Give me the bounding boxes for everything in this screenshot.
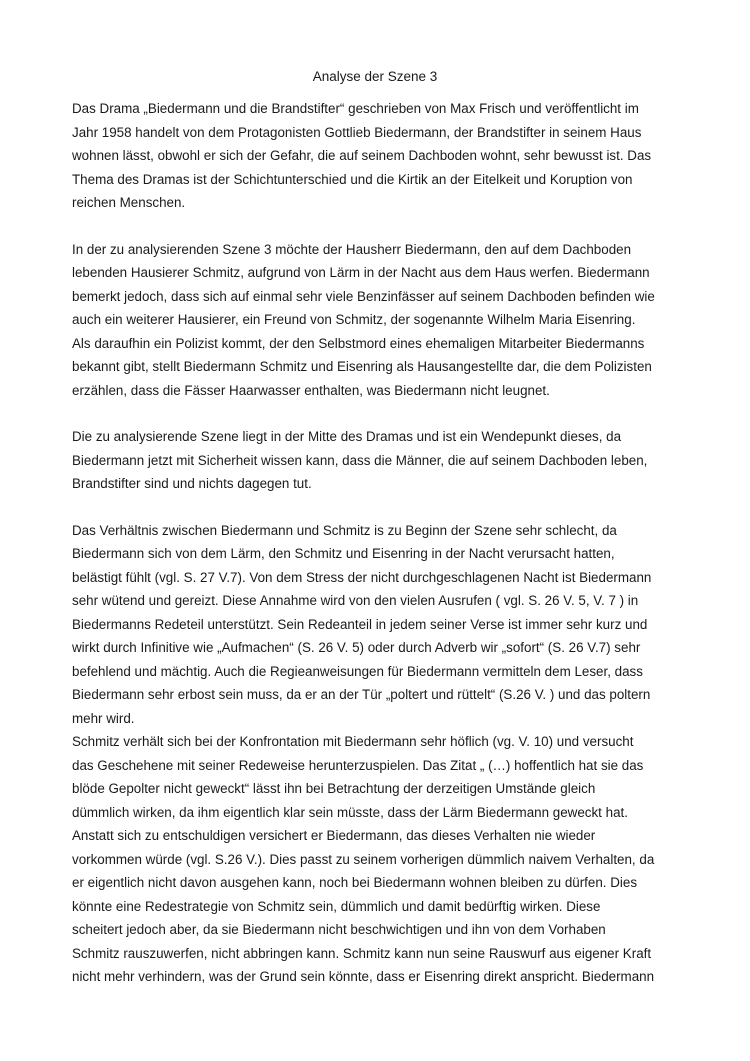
text-line: scheitert jedoch aber, da sie Biedermann nicht beschwichtigen und ihn von dem Vorhaben: [72, 922, 606, 937]
text-line: sehr wütend und gereizt. Diese Annahme wird von den vielen Ausrufen ( vgl. S. 26 V. 5, V. 7 ) in: [72, 593, 639, 608]
text-line: Schmitz verhält sich bei der Konfrontation mit Biedermann sehr höflich (vg. V. 10) und versucht: [72, 734, 634, 749]
text-line: Anstatt sich zu entschuldigen versichert er Biedermann, das dieses Verhalten nie wieder: [72, 828, 596, 843]
text-line: vorkommen würde (vgl. S.26 V.). Dies passt zu seinem vorherigen dümmlich naivem Verhalten, da: [72, 851, 655, 867]
paragraph-introduction: [72, 97, 682, 215]
text-line: Das Drama „Biedermann und die Brandstifter“ geschrieben von Max Frisch und veröffentlicht im: [72, 101, 639, 116]
document-title: Analyse der Szene 3: [312, 69, 438, 84]
text-line: Biedermann sehr erbost sein muss, da er an der Tür „poltert und rüttelt“ (S.26 V. ) und das poltern: [72, 687, 651, 702]
text-line: blöde Gepolter nicht geweckt“ lässt ihn bei Betrachtung der derzeitigen Umstände gleich: [72, 781, 596, 796]
paragraph-spacer: [72, 496, 682, 519]
text-line: In der zu analysierenden Szene 3 möchte der Hausherr Biedermann, den auf dem Dachboden: [72, 241, 632, 257]
text-line: nicht mehr verhindern, was der Grund sein könnte, dass er Eisenring direkt anspricht. Biedermann: [72, 969, 655, 984]
text-line: bemerkt jedoch, dass sich auf einmal sehr viele Benzinfässer auf seinem Dachboden befinden wie: [72, 288, 655, 304]
text-line: Als daraufhin ein Polizist kommt, der den Selbstmord eines ehemaligen Mitarbeiter Biedermanns: [72, 335, 645, 351]
text-line: reichen Menschen.: [72, 195, 186, 210]
text-line: erzählen, dass die Fässer Haarwasser enthalten, was Biedermann nicht leugnet.: [72, 382, 550, 398]
paragraph-spacer: [72, 215, 682, 238]
text-line: Schmitz rauszuwerfen, nicht abbringen kann. Schmitz kann nun seine Rauswurf aus eigener Kraft: [72, 945, 652, 961]
text-line: er eigentlich nicht davon ausgehen kann, noch bei Biedermann wohnen bleiben zu dürfen. Dies: [72, 875, 638, 890]
paragraph-spacer: [72, 402, 682, 425]
text-line: Brandstifter sind und nichts dagegen tut.: [72, 476, 312, 491]
text-line: das Geschehene mit seiner Redeweise herunterzuspielen. Das Zitat „ (…) hoffentlich hat sie das: [72, 757, 644, 773]
text-line: Die zu analysierende Szene liegt in der Mitte des Dramas und ist ein Wendepunkt dieses, da: [72, 429, 622, 444]
text-line: wohnen lässt, obwohl er sich der Gefahr, die auf seinem Dachboden wohnt, sehr bewusst ist. Das: [72, 148, 652, 163]
text-line: Das Verhältnis zwischen Biedermann und Schmitz is zu Beginn der Szene sehr schlecht, da: [72, 522, 617, 538]
text-line: Biedermann sich von dem Lärm, den Schmitz und Eisenring in der Nacht verursacht hatten,: [72, 546, 615, 561]
text-line: könnte eine Redestrategie von Schmitz sein, dümmlich und damit bedürftig wirken. Diese: [72, 898, 601, 914]
paragraph-scene-summary: [72, 238, 682, 403]
text-line: dümmlich wirken, da ihm eigentlich klar sein müsste, dass der Lärm Biedermann geweckt hat.: [72, 804, 628, 820]
text-line: auch ein weiterer Hausierer, ein Freund von Schmitz, der sogenannte Wilhelm Maria Eisenring.: [72, 312, 636, 327]
text-line: belästigt fühlt (vgl. S. 27 V.7). Von dem Stress der nicht durchgeschlagenen Nacht ist Biedermann: [72, 569, 652, 585]
paragraph-scene-placement: [72, 425, 682, 496]
text-line: bekannt gibt, stellt Biedermann Schmitz und Eisenring als Hausangestellte dar, die dem Polizisten: [72, 359, 652, 374]
text-line: mehr wird.: [72, 710, 135, 726]
text-line: Biedermanns Redeteil unterstützt. Sein Redeanteil in jedem seiner Verse ist immer sehr kurz und: [72, 616, 648, 632]
text-line: wirkt durch Infinitive wie „Aufmachen“ (S. 26 V. 5) oder durch Adverb wir „sofort“ (S. 26 V.7) sehr: [72, 640, 641, 655]
text-line: Jahr 1958 handelt von dem Protagonisten Gottlieb Biedermann, der Brandstifter in seinem Haus: [72, 124, 642, 140]
text-line: Thema des Dramas ist der Schichtunterschied und die Kirtik an der Eitelkeit und Koruption von: [72, 171, 633, 187]
document-body: [72, 97, 682, 989]
text-line: lebenden Hausierer Schmitz, aufgrund von Lärm in der Nacht aus dem Haus werfen. Biedermann: [72, 265, 650, 280]
text-line: Biedermann jetzt mit Sicherheit wissen kann, dass die Männer, die auf seinem Dachboden leben,: [72, 452, 648, 468]
paragraph-analysis: [72, 519, 682, 989]
text-line: befehlend und mächtig. Auch die Regieanweisungen für Biedermann vermitteln dem Leser, dass: [72, 663, 643, 679]
